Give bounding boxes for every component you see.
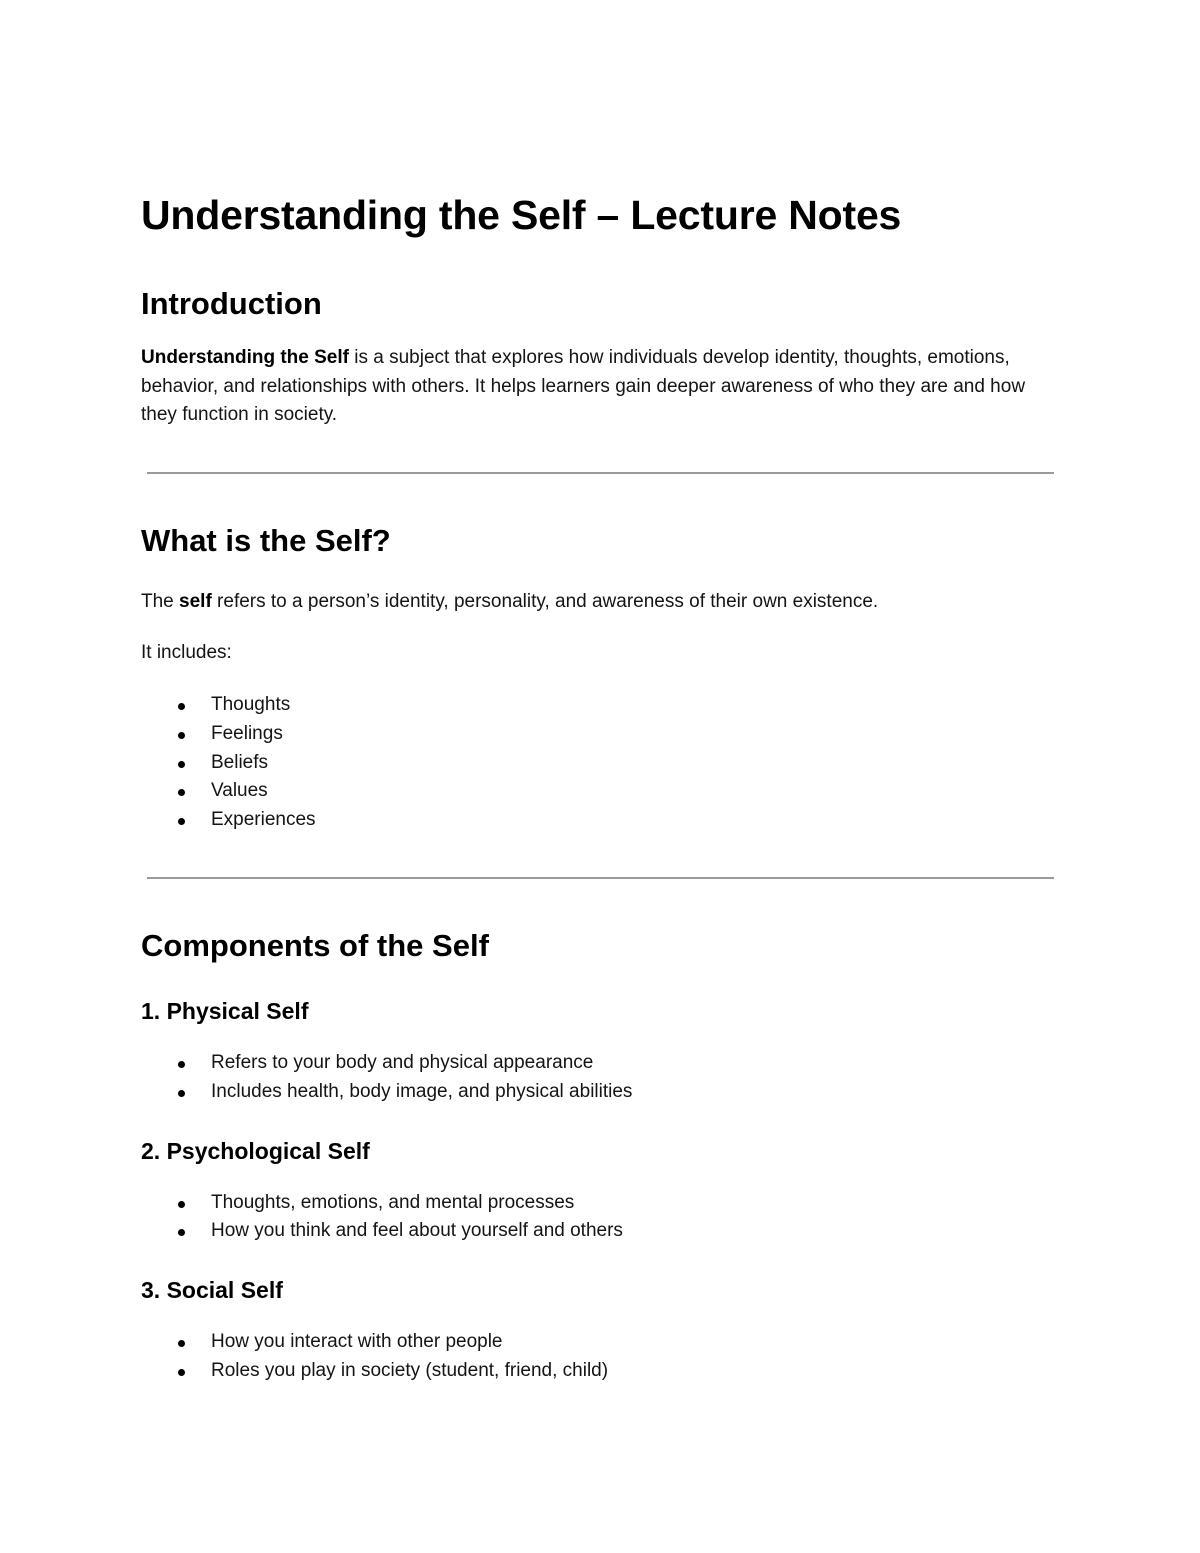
introduction-body-text: is a subject that explores how individuals develop identity, thoughts, emotions, behavior, and relationships with others. It helps learners gain deeper awareness of who they are and how they function in society. xyxy=(141,347,1026,426)
list-item: Refers to your body and physical appearance xyxy=(141,1049,1056,1078)
psychological-self-list xyxy=(141,1189,1056,1247)
bullet-icon xyxy=(178,703,185,710)
self-definition-paragraph xyxy=(141,588,1056,617)
self-definition-lead: The xyxy=(141,590,180,612)
social-self-heading: 3. Social Self xyxy=(141,1277,283,1304)
bullet-icon xyxy=(178,1369,185,1376)
list-item: Roles you play in society (student, friend, child) xyxy=(141,1357,1056,1386)
document-title: Understanding the Self – Lecture Notes xyxy=(141,192,902,238)
bullet-icon xyxy=(178,1340,185,1347)
introduction-paragraph xyxy=(141,344,1056,430)
physical-self-list xyxy=(141,1049,1056,1107)
bullet-icon xyxy=(178,818,185,825)
self-definition-bold-word: self xyxy=(179,590,212,612)
bullet-icon xyxy=(178,1061,185,1068)
introduction-heading: Introduction xyxy=(141,286,322,321)
bullet-icon xyxy=(178,1090,185,1097)
introduction-bold-lead: Understanding the Self xyxy=(141,347,349,368)
bullet-icon xyxy=(178,789,185,796)
components-heading: Components of the Self xyxy=(141,927,489,963)
list-item: Feelings xyxy=(141,720,1056,749)
bullet-icon xyxy=(178,1229,185,1236)
includes-label: It includes: xyxy=(141,642,232,664)
social-self-list xyxy=(141,1328,1056,1386)
list-item: Thoughts xyxy=(141,691,1056,720)
self-definition-rest: refers to a person’s identity, personality, and awareness of their own existence. xyxy=(211,590,879,612)
bullet-icon xyxy=(178,1201,185,1208)
list-item: Experiences xyxy=(141,806,1056,835)
list-item: How you think and feel about yourself and others xyxy=(141,1217,1056,1246)
list-item: Beliefs xyxy=(141,749,1056,778)
self-includes-list xyxy=(141,691,1056,835)
physical-self-heading: 1. Physical Self xyxy=(141,997,309,1024)
list-item: Thoughts, emotions, and mental processes xyxy=(141,1189,1056,1218)
what-is-self-heading: What is the Self? xyxy=(141,522,391,558)
bullet-icon xyxy=(178,732,185,739)
list-item: How you interact with other people xyxy=(141,1328,1056,1357)
list-item: Values xyxy=(141,777,1056,806)
psychological-self-heading: 2. Psychological Self xyxy=(141,1137,370,1164)
document-content xyxy=(141,188,1056,1386)
bullet-icon xyxy=(178,761,185,768)
list-item: Includes health, body image, and physical abilities xyxy=(141,1078,1056,1107)
